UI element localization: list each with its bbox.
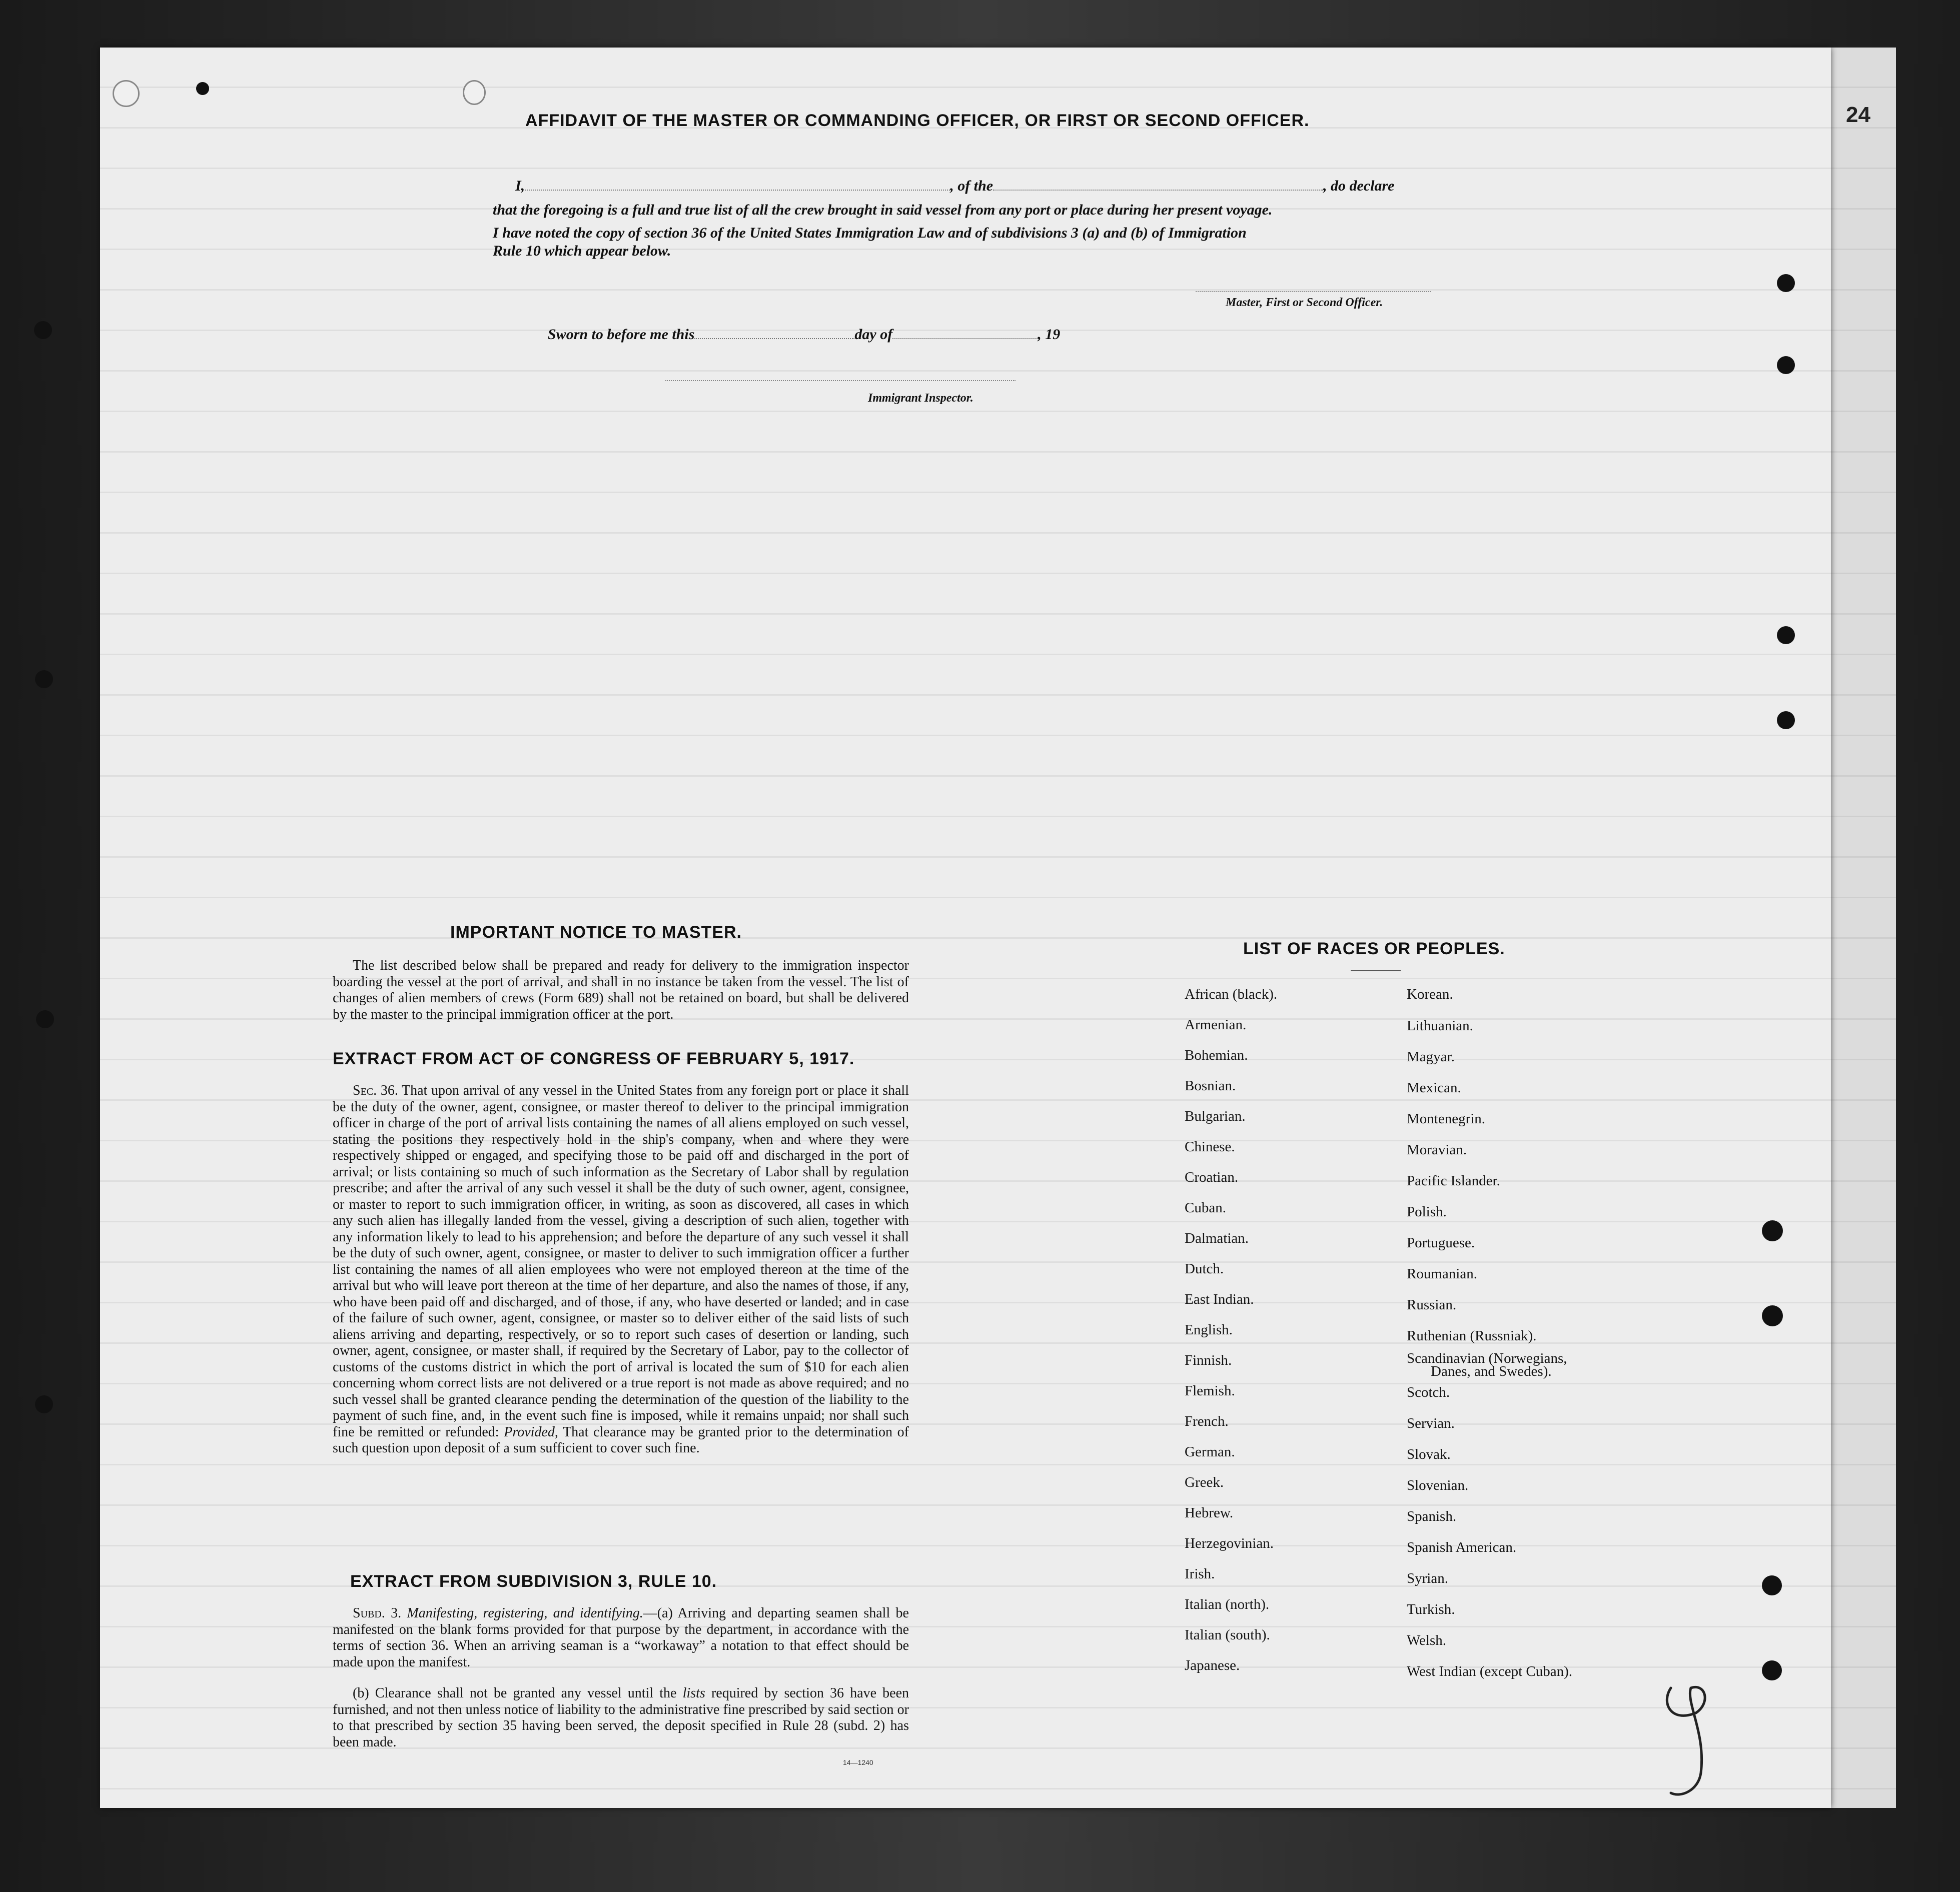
master-signature-label: Master, First or Second Officer. xyxy=(1226,296,1383,309)
race-item: Turkish. xyxy=(1407,1601,1455,1617)
rule-extract-para-a xyxy=(333,1605,909,1670)
rule-extract-para-b xyxy=(333,1685,909,1750)
race-item: Irish. xyxy=(1185,1566,1215,1582)
race-item: Slovenian. xyxy=(1407,1477,1469,1493)
provided-word: Provided, xyxy=(504,1424,558,1440)
race-item: Finnish. xyxy=(1185,1352,1232,1368)
sworn-day-of: day of xyxy=(854,326,893,343)
race-item: English. xyxy=(1185,1322,1233,1338)
race-item: Chinese. xyxy=(1185,1139,1235,1155)
act-extract-title: EXTRACT FROM ACT OF CONGRESS OF FEBRUARY 5, 1917. xyxy=(333,1049,855,1068)
affidavit-declare: , do declare xyxy=(1323,178,1395,194)
race-item: Hebrew. xyxy=(1185,1505,1234,1521)
sworn-day-blank xyxy=(694,338,854,339)
affidavit-line-1 xyxy=(515,178,1394,195)
binder-hole-icon xyxy=(1762,1660,1782,1680)
binder-hole-icon xyxy=(1777,711,1795,729)
race-item: Flemish. xyxy=(1185,1383,1235,1399)
rule-extract-title: EXTRACT FROM SUBDIVISION 3, RULE 10. xyxy=(350,1572,717,1591)
race-item: Welsh. xyxy=(1407,1632,1447,1648)
race-item: Roumanian. xyxy=(1407,1266,1477,1282)
races-title-rule xyxy=(1351,970,1401,971)
document-sheet xyxy=(100,48,1831,1808)
binder-hole-icon xyxy=(1777,274,1795,292)
race-item: Italian (north). xyxy=(1185,1596,1270,1612)
handwritten-mark xyxy=(1651,1673,1741,1803)
race-item: Dalmatian. xyxy=(1185,1230,1249,1246)
rule-text-a: —(a) Arriving and departing seamen shall be manifested on the blank forms provided for that purpose by the department, in accordance with the terms of section 36. When an arriving seaman is a “workaway” a notation to that effect should be made upon the manifest. xyxy=(333,1605,909,1670)
binder-hole-icon xyxy=(35,670,53,688)
race-item: Bosnian. xyxy=(1185,1078,1236,1094)
race-item: Italian (south). xyxy=(1185,1627,1270,1643)
binder-hole-icon xyxy=(35,1395,53,1413)
subdivision-heading: Manifesting, registering, and identifying. xyxy=(407,1605,643,1621)
race-item: Danes, and Swedes). xyxy=(1431,1363,1552,1379)
race-item: Scandinavian (Norwegians, xyxy=(1407,1350,1567,1366)
binder-hole-icon xyxy=(1762,1575,1782,1595)
race-item: Ruthenian (Russniak). xyxy=(1407,1328,1537,1344)
race-item: West Indian (except Cuban). xyxy=(1407,1663,1573,1679)
race-item: Slovak. xyxy=(1407,1446,1451,1462)
sworn-prefix: Sworn to before me this xyxy=(548,326,695,343)
notice-title: IMPORTANT NOTICE TO MASTER. xyxy=(450,923,742,942)
race-item: Montenegrin. xyxy=(1407,1111,1486,1127)
act-extract-body xyxy=(333,1083,909,1457)
race-item: Spanish. xyxy=(1407,1508,1457,1524)
binder-hole-icon xyxy=(34,321,52,339)
act-text-a: That upon arrival of any vessel in the United States from any foreign port or place it shall be the duty of the owner, agent, consignee, or master thereof to deliver to the principal immigration officer in charge of the port of arrival lists containing the names of all aliens employed on such vessel, stating the positions they respectively hold in the ship's company, when and where they were respectively shipped or engaged, and specifying those to be paid off and discharged in the port of arrival; or lists containing so much of such information as the Secretary of Labor shall by regulation prescribe; and after the arrival of any such vessel it shall be the duty of such owner, agent, consignee, or master to report to such immigration officer, in writing, as soon as discovered, all cases in which any such alien has illegally landed from the vessel, giving a description of such alien, together with any information likely to lead to his apprehension; and before the departure of any such vessel it shall be the duty of such owner, agent, consignee, or master to deliver to such immigration officer a further list containing the names of all alien employees who were not employed thereon at the time of the arrival but who will leave port thereon at the time of her departure, and also the names of those, if any, who have been paid off and discharged, and of those, if any, who have deserted or landed; and in case of the failure of such owner, agent, consignee, or master so to deliver either of the said lists of such aliens arriving and departing, respectively, or so to report such cases of desertion or landing, such owner, agent, consignee, or master shall, if required by the Secretary of Labor, pay to the collector of customs of the customs district in which the port of arrival is located the sum of $10 for each alien concerning whom correct lists are not delivered or a true report is not made as above required; and no such vessel shall be granted clearance pending the determination of the question of the liability to the payment of such fine, and, in the event such fine is imposed, while it remains unpaid; nor shall such fine be remitted or refunded: xyxy=(333,1083,909,1440)
section-label: Sec. 36. xyxy=(353,1083,398,1098)
race-item: African (black). xyxy=(1185,986,1278,1002)
race-item: Korean. xyxy=(1407,986,1453,1002)
race-item: Servian. xyxy=(1407,1415,1455,1431)
binder-hole-icon xyxy=(1777,626,1795,644)
races-title: LIST OF RACES OR PEOPLES. xyxy=(1243,939,1505,958)
affidavit-of-the: , of the xyxy=(950,178,994,194)
sworn-month-blank xyxy=(892,338,1038,339)
affidavit-title: AFFIDAVIT OF THE MASTER OR COMMANDING OFFICER, OR FIRST OR SECOND OFFICER. xyxy=(525,111,1310,130)
affidavit-line-3: I have noted the copy of section 36 of the United States Immigration Law and of subdivisions 3 (a) and (b) of Immigration xyxy=(493,225,1247,241)
race-item: Scotch. xyxy=(1407,1384,1450,1400)
rule-text-b-post: required by section 36 have been furnished, and not then unless notice of liability to the administrative fine prescribed by said section or to that prescribed by section 35 having been served, the deposit specified in Rule 28 (subd. 2) has been made. xyxy=(333,1685,909,1750)
binder-hole-icon xyxy=(113,80,140,107)
race-item: Portuguese. xyxy=(1407,1235,1475,1251)
inspector-signature-label: Immigrant Inspector. xyxy=(868,392,973,405)
binder-hole-icon xyxy=(1762,1220,1783,1241)
page-number: 24 xyxy=(1846,103,1870,127)
race-item: Armenian. xyxy=(1185,1017,1247,1033)
rule-text-lists: lists xyxy=(682,1685,705,1701)
affidavit-i: I, xyxy=(515,178,525,194)
subdivision-label: Subd. 3. xyxy=(353,1605,402,1621)
race-item: Moravian. xyxy=(1407,1142,1467,1158)
race-item: Spanish American. xyxy=(1407,1539,1517,1555)
next-page-margin xyxy=(1831,48,1896,1808)
race-item: Russian. xyxy=(1407,1297,1457,1313)
race-item: Cuban. xyxy=(1185,1200,1226,1216)
inspector-signature-line xyxy=(665,380,1016,381)
race-item: East Indian. xyxy=(1185,1291,1254,1307)
act-text-b: That clearance may be granted prior to the determination of such question upon deposit of a sum sufficient to cover such fine. xyxy=(333,1424,909,1456)
notice-text: The list described below shall be prepared and ready for delivery to the immigration inspector boarding the vessel at the port of arrival, and shall in no instance be taken from the vessel. The list of changes of alien members of crews (Form 689) shall not be retained on board, but shall be delivered by the master to the principal immigration officer at the port. xyxy=(333,958,909,1022)
notice-body xyxy=(333,958,909,1023)
race-item: Mexican. xyxy=(1407,1080,1461,1096)
binder-hole-icon xyxy=(1777,356,1795,374)
affidavit-line-4: Rule 10 which appear below. xyxy=(493,243,671,259)
binder-hole-icon xyxy=(36,1010,54,1028)
race-item: Magyar. xyxy=(1407,1049,1455,1065)
vessel-blank xyxy=(993,190,1323,191)
race-item: Dutch. xyxy=(1185,1261,1224,1277)
form-number: 14—1240 xyxy=(843,1758,873,1766)
affidavit-line-2: that the foregoing is a full and true list of all the crew brought in said vessel from any port or place during her present voyage. xyxy=(493,202,1273,218)
race-item: Polish. xyxy=(1407,1204,1447,1220)
race-item: French. xyxy=(1185,1413,1229,1429)
race-item: Bulgarian. xyxy=(1185,1108,1246,1124)
race-item: Syrian. xyxy=(1407,1570,1448,1586)
race-item: Lithuanian. xyxy=(1407,1018,1473,1034)
race-item: Bohemian. xyxy=(1185,1047,1248,1063)
race-item: Japanese. xyxy=(1185,1657,1240,1673)
binder-hole-icon xyxy=(463,80,486,105)
master-signature-line xyxy=(1196,291,1431,292)
sworn-year: , 19 xyxy=(1038,326,1061,343)
race-item: German. xyxy=(1185,1444,1235,1460)
binder-hole-icon xyxy=(1762,1305,1783,1326)
sworn-line xyxy=(548,326,1060,343)
race-item: Pacific Islander. xyxy=(1407,1173,1500,1189)
binder-hole-icon xyxy=(196,82,209,95)
race-item: Greek. xyxy=(1185,1474,1224,1490)
rule-text-b-pre: (b) Clearance shall not be granted any vessel until the xyxy=(353,1685,677,1701)
name-blank xyxy=(525,190,950,191)
race-item: Croatian. xyxy=(1185,1169,1239,1185)
race-item: Herzegovinian. xyxy=(1185,1535,1274,1551)
